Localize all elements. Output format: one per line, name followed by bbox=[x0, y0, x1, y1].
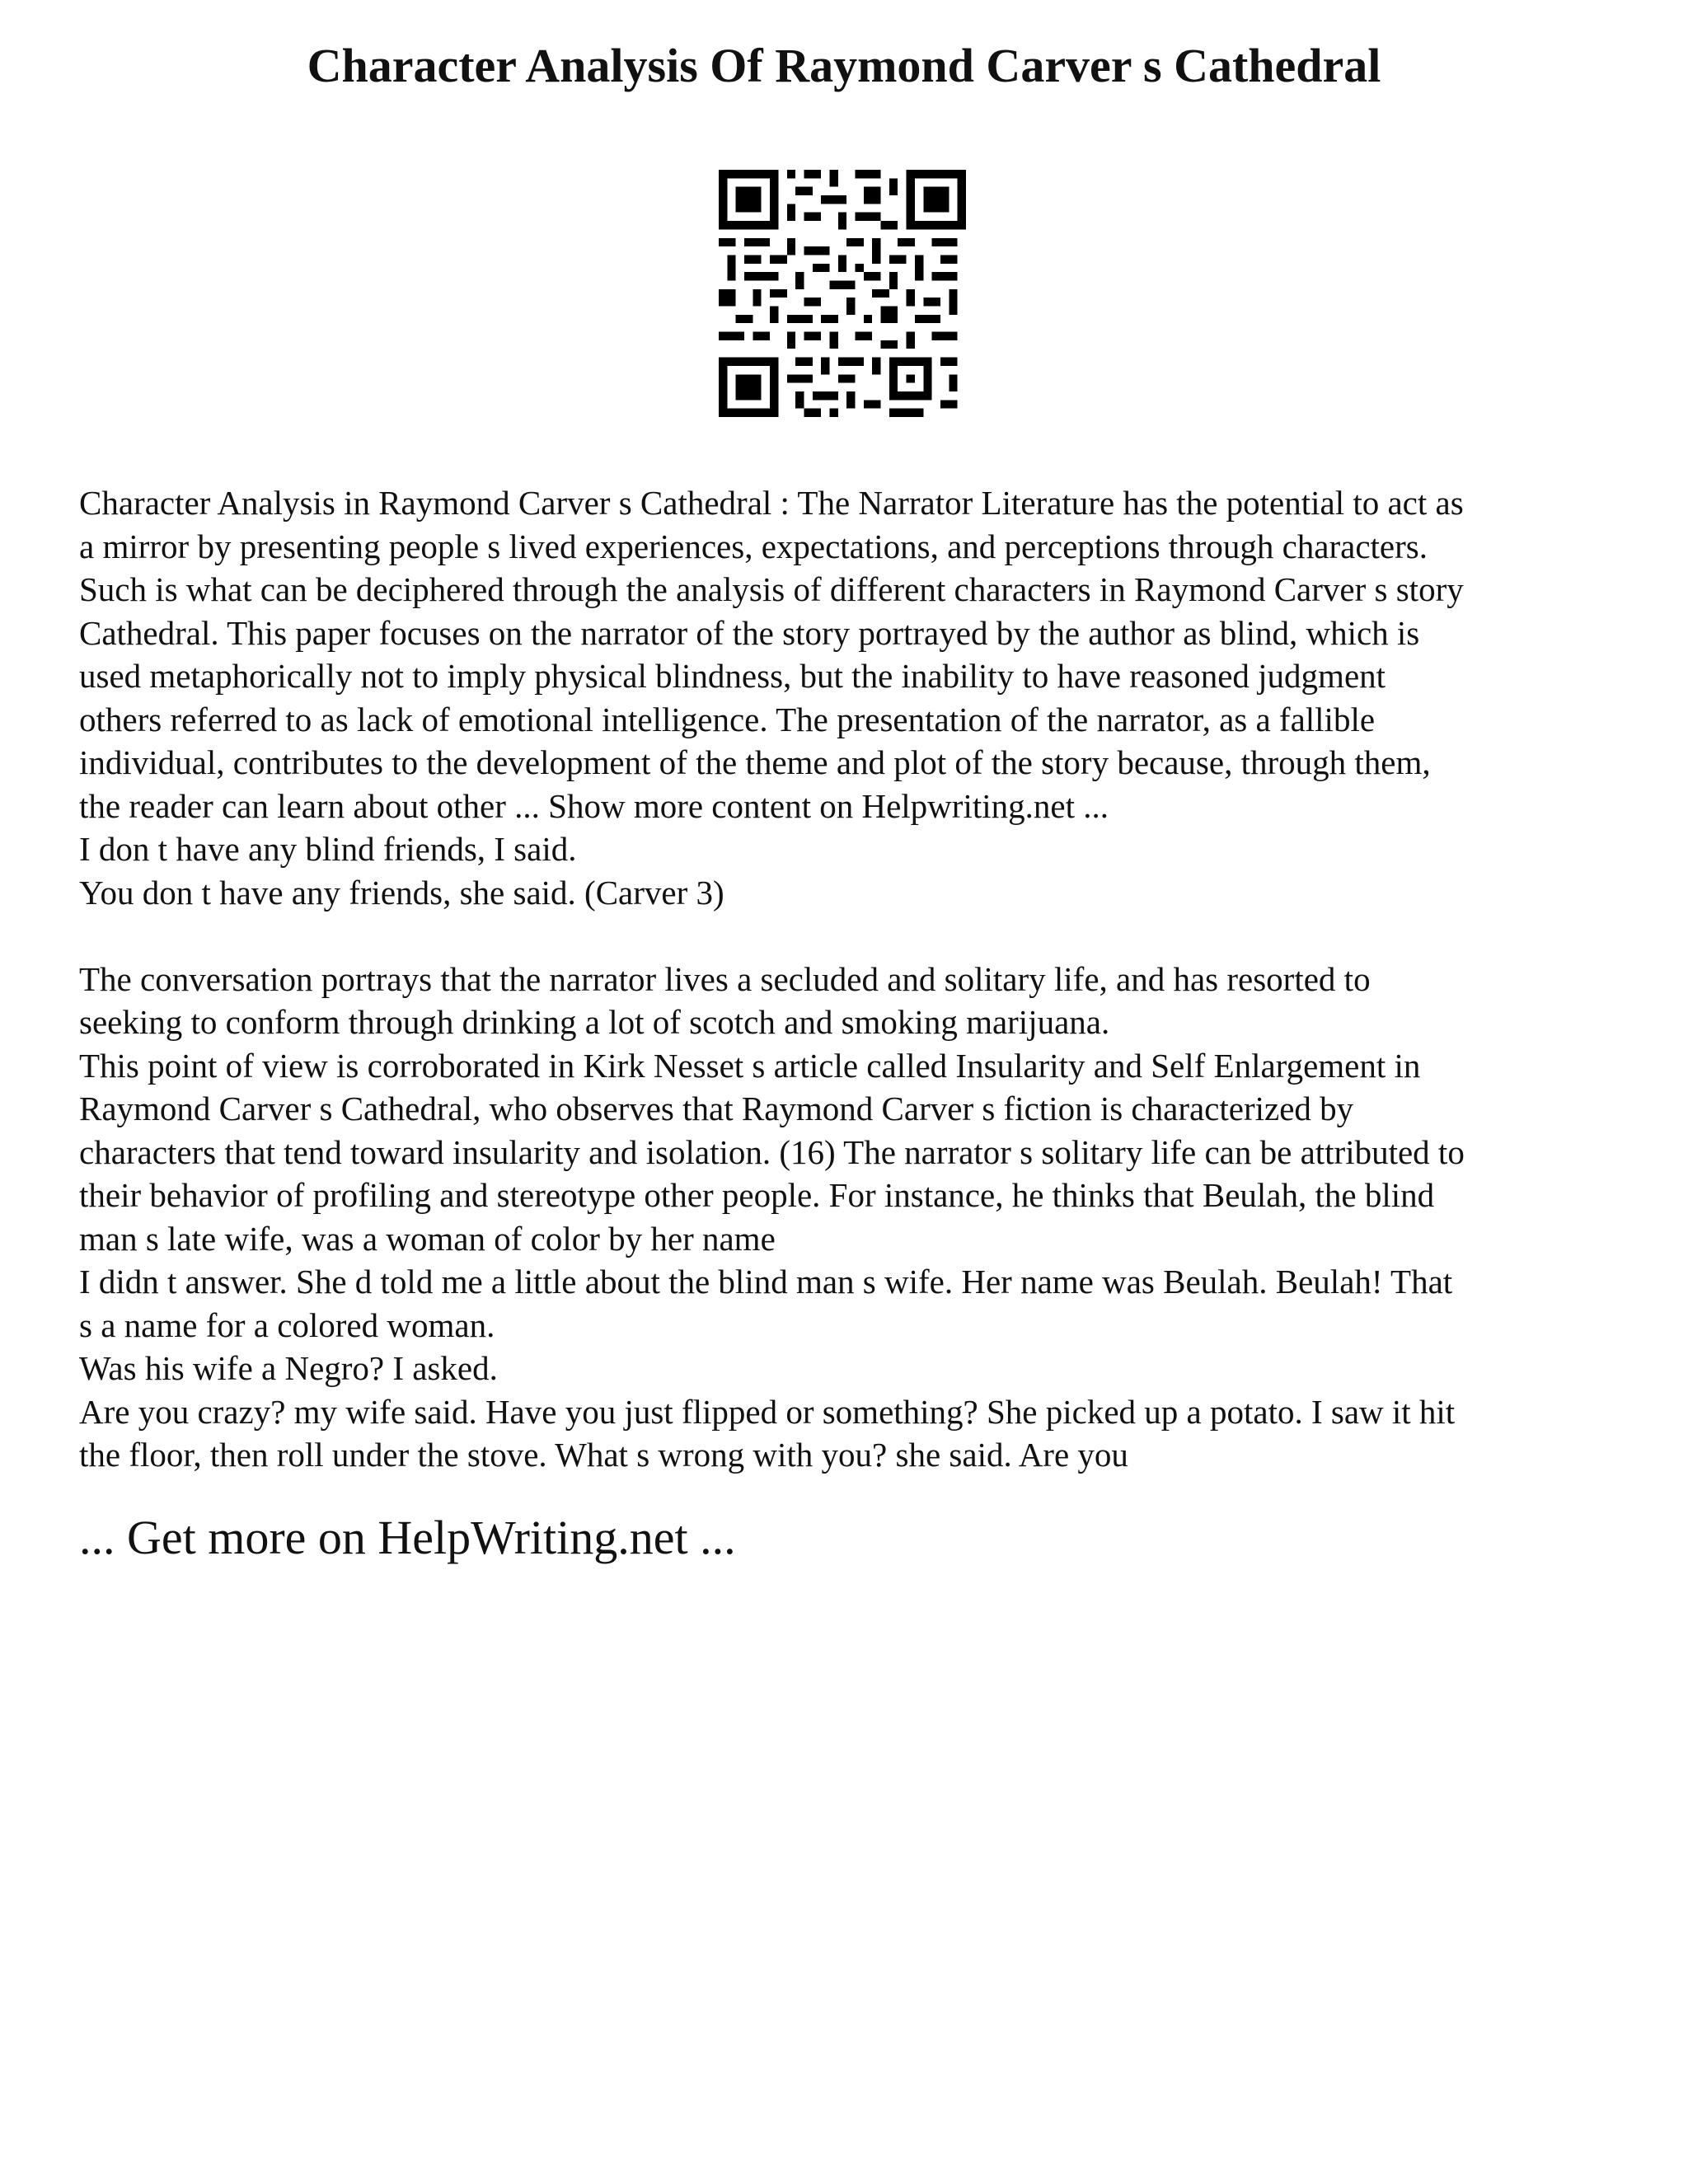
text-line: man s late wife, was a woman of color by her name bbox=[79, 1219, 776, 1258]
text-line: s a name for a colored woman. bbox=[79, 1305, 495, 1344]
text-line: used metaphorically not to imply physical blindness, but the inability to have reasoned judgment bbox=[79, 657, 1386, 695]
text-line: I didn t answer. She d told me a little about the blind man s wife. Her name was Beulah. Beulah! That bbox=[79, 1263, 1453, 1301]
text-line: seeking to conform through drinking a lot of scotch and smoking marijuana. bbox=[79, 1003, 1110, 1041]
paragraph-spacer bbox=[79, 914, 1629, 958]
text-line: a mirror by presenting people s lived experiences, expectations, and perceptions through characters. bbox=[79, 527, 1428, 565]
text-line: This point of view is corroborated in Kirk Nesset s article called Insularity and Self Enlargement in bbox=[79, 1046, 1421, 1085]
text-line: the floor, then roll under the stove. What s wrong with you? she said. Are you bbox=[79, 1436, 1128, 1474]
text-line: others referred to as lack of emotional intelligence. The presentation of the narrator, as a fallible bbox=[79, 700, 1376, 738]
text-line: the reader can learn about other ... Show more content on Helpwriting.net ... bbox=[79, 786, 1109, 825]
text-line: characters that tend toward insularity and isolation. (16) The narrator s solitary life can be attributed to bbox=[79, 1132, 1465, 1171]
text-line: Such is what can be deciphered through the analysis of different characters in Raymond Carver s story bbox=[79, 570, 1464, 608]
intro-paragraph bbox=[79, 481, 1629, 827]
quote-block bbox=[79, 827, 1629, 914]
qr-code-icon bbox=[719, 170, 966, 417]
article-body bbox=[79, 481, 1629, 1477]
text-line: individual, contributes to the development of the theme and plot of the story because, through them, bbox=[79, 743, 1431, 781]
text-line: Raymond Carver s Cathedral, who observes that Raymond Carver s fiction is characterized by bbox=[79, 1090, 1354, 1127]
text-line: The conversation portrays that the narrator lives a secluded and solitary life, and has resorted to bbox=[79, 959, 1371, 998]
page-title: Character Analysis Of Raymond Carver s Cathedral bbox=[307, 39, 1381, 92]
text-line: Was his wife a Negro? I asked. bbox=[79, 1349, 498, 1387]
analysis-paragraph bbox=[79, 958, 1629, 1477]
get-more-link[interactable]: ... Get more on HelpWriting.net ... bbox=[79, 1511, 736, 1564]
text-line: Are you crazy? my wife said. Have you just flipped or something? She picked up a potato. I saw it hit bbox=[79, 1392, 1456, 1431]
quote-line: You don t have any friends, she said. (Carver 3) bbox=[79, 873, 724, 912]
quote-line: I don t have any blind friends, I said. bbox=[79, 830, 577, 868]
text-line: Character Analysis in Raymond Carver s Cathedral : The Narrator Literature has the potential to act as bbox=[79, 484, 1464, 522]
text-line: Cathedral. This paper focuses on the narrator of the story portrayed by the author as blind, which is bbox=[79, 613, 1420, 652]
text-line: their behavior of profiling and stereotype other people. For instance, he thinks that Beulah, the blind bbox=[79, 1176, 1435, 1214]
